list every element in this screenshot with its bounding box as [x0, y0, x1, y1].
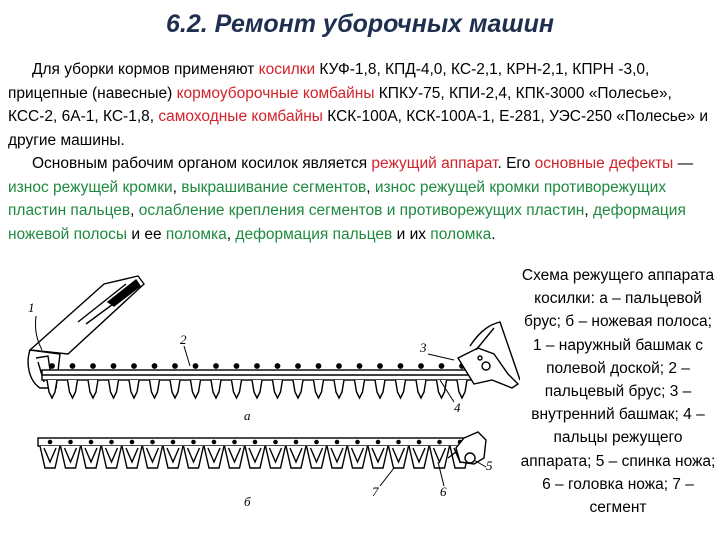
segment-rivet [192, 440, 195, 443]
text: . Его [497, 155, 535, 172]
label-2: 2 [180, 332, 187, 347]
rivet [70, 364, 74, 368]
segment-rivet [48, 440, 51, 443]
segment-rivet [397, 440, 400, 443]
text: КСК-100А, КСК-100А-1, Е-281, УЭС-250 «Полесье» и другие машины. [8, 108, 709, 149]
text: , [584, 202, 593, 219]
guard-finger [170, 380, 180, 398]
text: КПКУ-75, КПИ-2,4, КПК-3000 «Полесье», КСС-2, 6А-1, КС-1,8, [8, 84, 672, 125]
text: , [226, 225, 236, 243]
segment-rivet [294, 440, 297, 443]
text: и ее [127, 225, 166, 243]
segment-rivet [233, 440, 236, 443]
label-7: 7 [372, 484, 379, 499]
guard-finger [355, 380, 365, 398]
text: , [172, 178, 182, 196]
guard-finger [396, 380, 406, 398]
segment [163, 446, 183, 468]
guard-finger [109, 380, 119, 398]
defect-item: поломка [430, 225, 492, 243]
guard-finger [211, 380, 221, 398]
segment-rivet [356, 440, 359, 443]
segment [245, 446, 265, 468]
label-a: а [244, 408, 251, 423]
text: , [130, 202, 139, 219]
rivet [234, 364, 238, 368]
label-4: 4 [454, 400, 461, 415]
label-3: 3 [420, 340, 427, 355]
label-5: 5 [486, 458, 493, 473]
rivet [378, 364, 382, 368]
segment [81, 446, 101, 468]
guard-finger [457, 380, 467, 398]
rivet [398, 364, 402, 368]
defect-item: выкрашивание сегментов [181, 178, 367, 196]
term-self-propelled-harvesters: самоходные комбайны [158, 108, 323, 125]
rivet [275, 364, 279, 368]
segment [61, 446, 81, 468]
cutting-apparatus-diagram [8, 262, 520, 532]
segment [225, 446, 245, 468]
guard-finger [375, 380, 385, 398]
label-6: 6 [440, 484, 447, 499]
text: Для уборки кормов применяют [32, 61, 259, 78]
guard-finger [334, 380, 344, 398]
segment-rivet [274, 440, 277, 443]
segment [143, 446, 163, 468]
guard-finger [232, 380, 242, 398]
segment [368, 446, 388, 468]
segment [307, 446, 327, 468]
guard-finger [293, 380, 303, 398]
label-b: б [244, 494, 251, 509]
term-main-defects: основные дефекты [534, 155, 674, 172]
paragraph-defects [8, 152, 712, 246]
defect-item: износ режущей кромки [8, 178, 173, 196]
rivet [419, 364, 423, 368]
segment-rivet [438, 440, 441, 443]
rivet [337, 364, 341, 368]
text: . [491, 225, 496, 243]
rivet [357, 364, 361, 368]
segment-rivet [151, 440, 154, 443]
defect-item: ослабление крепления сегментов и противорежущих пластин [138, 202, 585, 219]
rivet [214, 364, 218, 368]
text: , [366, 178, 375, 196]
term-mowers: косилки [258, 61, 316, 78]
text: Основным рабочим органом косилок является [32, 155, 372, 172]
finger-bar-rivets [50, 364, 464, 368]
segment [102, 446, 122, 468]
text: — [673, 155, 694, 172]
guard-finger [273, 380, 283, 398]
guard-finger [68, 380, 78, 398]
rivet [132, 364, 136, 368]
segment-rivet [335, 440, 338, 443]
label-1: 1 [28, 300, 35, 315]
rivet [111, 364, 115, 368]
rivet [316, 364, 320, 368]
segment-rivet [315, 440, 318, 443]
segment-rivet [130, 440, 133, 443]
term-forage-harvesters: кормоуборочные комбайны [176, 84, 375, 102]
defect-item: поломка [165, 225, 227, 243]
segment-rivet [110, 440, 113, 443]
segment [348, 446, 368, 468]
segment-rivet [376, 440, 379, 443]
rivet [193, 364, 197, 368]
segment [286, 446, 306, 468]
rivet [439, 364, 443, 368]
text: и их [392, 225, 431, 243]
segment [122, 446, 142, 468]
rivet [152, 364, 156, 368]
rivet [91, 364, 95, 368]
segment [204, 446, 224, 468]
paragraph-forage-machines [8, 58, 712, 152]
defect-item: деформация пальцев [235, 225, 393, 243]
guard-finger [47, 380, 57, 398]
segment [40, 446, 60, 468]
segment-rivet [212, 440, 215, 443]
rivet [173, 364, 177, 368]
segment [409, 446, 429, 468]
finger-bar [42, 370, 474, 380]
defect-item: деформация ножевой полосы [8, 202, 686, 243]
guard-finger [129, 380, 139, 398]
slide-title: 6.2. Ремонт уборочных машин [165, 10, 555, 38]
defect-item: износ режущей кромки противорежущих пластин пальцев [8, 178, 667, 219]
segment-rivet [89, 440, 92, 443]
guard-finger [252, 380, 262, 398]
segment [327, 446, 347, 468]
text: КУФ-1,8, КПД-4,0, КС-2,1, КРН-2,1, КПРН -3,0, прицепные (навесные) [8, 61, 650, 102]
segment [266, 446, 286, 468]
rivet [255, 364, 259, 368]
segment [389, 446, 409, 468]
segment [430, 446, 450, 468]
guard-finger [150, 380, 160, 398]
guard-fingers [47, 380, 467, 398]
guard-finger [416, 380, 426, 398]
segment [184, 446, 204, 468]
rivet [296, 364, 300, 368]
guard-finger [191, 380, 201, 398]
segment-rivet [69, 440, 72, 443]
segment-rivet [417, 440, 420, 443]
segment-rivet [253, 440, 256, 443]
figure-caption: Схема режущего аппарата косилки: а – пальцевой брус; б – ножевая полоса; 1 – наружный башмак с полевой доской; 2 – пальцевый брус; 3 – внутренний башмак; 4 – пальцы режущего аппарата; 5 – спинка ножа; 6 – головка ножа; 7 – сегмент [520, 267, 716, 517]
segment-rivet [171, 440, 174, 443]
guard-finger [314, 380, 324, 398]
term-cutting-apparatus: режущий аппарат [371, 155, 498, 172]
guard-finger [88, 380, 98, 398]
rivet [50, 364, 54, 368]
